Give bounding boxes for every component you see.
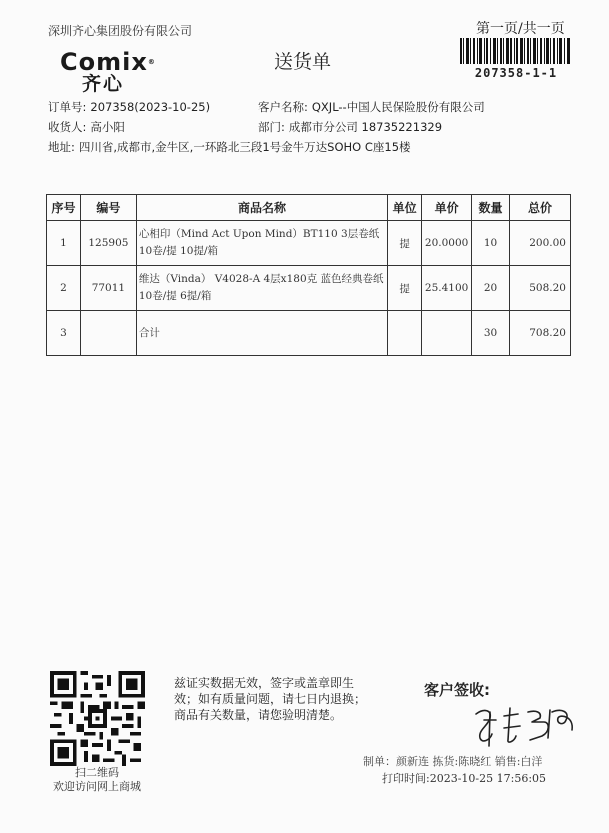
header-total: 总价 xyxy=(510,195,571,221)
qr-caption xyxy=(36,766,158,794)
notice-line3: 商品有关数量，请您验明清楚。 xyxy=(174,708,343,722)
receiver-value: 高小阳 xyxy=(90,120,125,134)
barcode-image xyxy=(460,38,570,64)
header-product-name: 商品名称 xyxy=(136,195,387,221)
header-price: 单价 xyxy=(422,195,472,221)
header-unit: 单位 xyxy=(388,195,422,221)
name-line2: 10卷/提 10提/箱 xyxy=(138,245,219,257)
cell-total: 708.20 xyxy=(510,311,571,356)
scan-line2: 欢迎访问网上商城 xyxy=(53,780,141,793)
cell-no: 1 xyxy=(47,221,81,266)
cell-unit: 提 xyxy=(388,221,422,266)
notice-line2: 效；如有质量问题，请七日内退换； xyxy=(174,692,367,706)
customer-name xyxy=(258,99,485,115)
name-line2: 10卷/提 6提/箱 xyxy=(138,290,212,302)
order-value: 207358(2023-10-25) xyxy=(90,100,211,114)
cell-code: 77011 xyxy=(80,266,136,311)
company-name: 深圳齐心集团股份有限公司 xyxy=(48,24,193,38)
order-number xyxy=(48,99,210,115)
name-line1: 心相印（Mind Act Upon Mind）BT110 3层卷纸 xyxy=(138,228,380,240)
address xyxy=(48,139,411,155)
notice-line1: 兹证实数据无效，签字或盖章即生 xyxy=(174,676,355,690)
cell-total: 200.00 xyxy=(510,221,571,266)
cell-code: 125905 xyxy=(80,221,136,266)
customer-label: 客户名称: xyxy=(258,100,308,114)
cell-price: 25.4100 xyxy=(422,266,472,311)
staff-info: 制单：颜新连 拣货:陈晓红 销售:白洋 xyxy=(363,755,543,768)
cell-qty: 30 xyxy=(472,311,510,356)
header-code: 编号 xyxy=(80,195,136,221)
order-label: 订单号: xyxy=(48,100,87,114)
cell-unit: 提 xyxy=(388,266,422,311)
qr-code-image xyxy=(50,671,145,766)
handwritten-signature xyxy=(470,700,580,752)
cell-name xyxy=(136,221,387,266)
cell-name xyxy=(136,266,387,311)
items-table xyxy=(46,194,571,356)
header-qty: 数量 xyxy=(472,195,510,221)
receiver-label: 收货人: xyxy=(48,120,87,134)
cell-name xyxy=(136,311,387,356)
logo-en: Comix xyxy=(60,48,148,76)
table-row xyxy=(47,266,571,311)
cell-qty: 20 xyxy=(472,266,510,311)
customer-value: QXJL--中国人民保险股份有限公司 xyxy=(311,100,485,114)
name-line1: 合计 xyxy=(138,326,160,339)
cell-total: 508.20 xyxy=(510,266,571,311)
header-seq: 序号 xyxy=(47,195,81,221)
cell-price: 20.0000 xyxy=(422,221,472,266)
print-time: 打印时间:2023-10-25 17:56:05 xyxy=(382,772,547,785)
cell-unit xyxy=(388,311,422,356)
page-number: 第一页/共一页 xyxy=(476,21,565,37)
cell-no: 2 xyxy=(47,266,81,311)
department xyxy=(258,119,442,135)
name-line1: 维达（Vinda） V4028-A 4层x180克 蓝色经典卷纸 xyxy=(138,273,384,285)
barcode-number: 207358-1-1 xyxy=(474,66,558,80)
notice-text xyxy=(174,675,386,723)
logo-cn: 齐心 xyxy=(82,73,125,95)
dept-label: 部门: xyxy=(258,120,285,134)
table-row xyxy=(47,221,571,266)
document-title: 送货单 xyxy=(274,51,332,73)
receiver xyxy=(48,119,125,135)
comix-logo xyxy=(60,50,178,94)
cell-no: 3 xyxy=(47,311,81,356)
address-label: 地址: xyxy=(48,140,75,154)
cell-code xyxy=(80,311,136,356)
customer-sign-label: 客户签收: xyxy=(424,681,490,699)
table-row-total xyxy=(47,311,571,356)
table-header-row xyxy=(47,195,571,221)
cell-price xyxy=(422,311,472,356)
scan-line1: 扫二维码 xyxy=(75,766,119,779)
logo-tm: ® xyxy=(147,58,156,66)
dept-value: 成都市分公司 18735221329 xyxy=(288,120,443,134)
cell-qty: 10 xyxy=(472,221,510,266)
address-value: 四川省,成都市,金牛区,一环路北三段1号金牛万达SOHO C座15楼 xyxy=(78,140,411,154)
